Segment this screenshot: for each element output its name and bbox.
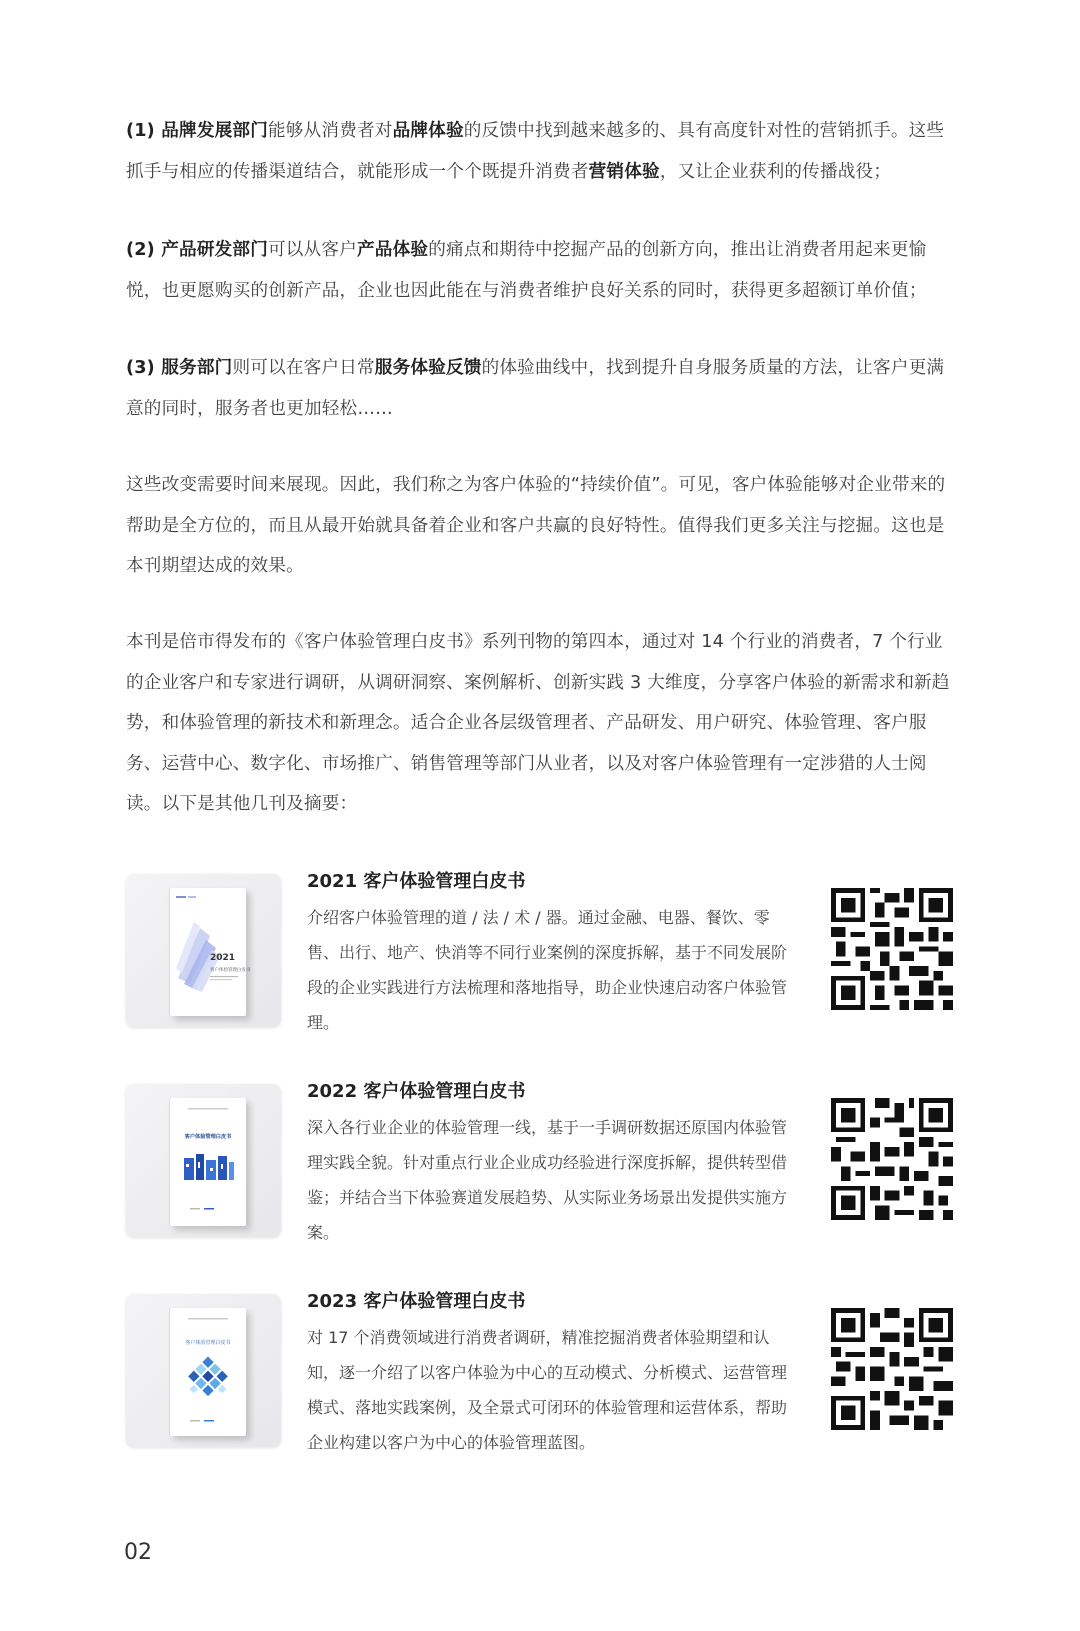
label-service-department: (3) 服务部门 bbox=[126, 358, 233, 378]
label-product-department: (2) 产品研发部门 bbox=[126, 240, 269, 260]
cover-title-2022: 客户体验管理白皮书 bbox=[184, 1134, 232, 1140]
book-title-2022: 2022 客户体验管理白皮书 bbox=[307, 1081, 526, 1102]
book-entry-2022 bbox=[126, 1080, 956, 1270]
cover-title-2021: 客户体验管理白皮书 bbox=[210, 968, 251, 973]
book-cover-2022 bbox=[126, 1084, 281, 1237]
label-brand-department: (1) 品牌发展部门 bbox=[126, 121, 269, 141]
cover-year-2021: 2021 bbox=[210, 953, 236, 963]
paragraph-brand-department: (1) 品牌发展部门能够从消费者对品牌体验的反馈中找到越来越多的、具有高度针对性的营销抓手。这些抓手与相应的传播渠道结合，就能形成一个个既提升消费者营销体验，又让企业获利的传播战役； bbox=[126, 121, 945, 182]
cover-art-2022 bbox=[170, 1098, 246, 1226]
qr-code-icon[interactable] bbox=[831, 1308, 953, 1430]
book-entry-2023 bbox=[126, 1290, 956, 1480]
paragraph-sustained-value: 这些改变需要时间来展现。因此，我们称之为客户体验的“持续价值”。可见，客户体验能够对企业带来的帮助是全方位的，而且从最开始就具备着企业和客户共赢的良好特性。值得我们更多关注与挖掘。这也是本刊期望达成的效果。 bbox=[126, 475, 946, 576]
book-cover-2021 bbox=[126, 874, 281, 1027]
cover-art-2021 bbox=[170, 888, 251, 1016]
page-number: 02 bbox=[124, 1540, 152, 1565]
book-title-2023: 2023 客户体验管理白皮书 bbox=[307, 1291, 526, 1312]
paragraph-publication-intro: 本刊是倍市得发布的《客户体验管理白皮书》系列刊物的第四本，通过对 14 个行业的消费者，7 个行业的企业客户和专家进行调研，从调研洞察、案例解析、创新实践 3 大维度，分享客户体验的新需求和新趋势，和体验管理的新技术和新理念。适合企业各层级管理者、产品研发、用户研究、体验管理、客户服务、运营中心、数字化、市场推广、销售管理等部门从业者，以及对客户体验管理有一定涉猎的人士阅读。以下是其他几刊及摘要： bbox=[126, 632, 950, 814]
cover-art-2023 bbox=[170, 1308, 246, 1436]
cover-title-2023: 客户体验管理白皮书 bbox=[185, 1340, 231, 1346]
book-cover-2023 bbox=[126, 1294, 281, 1447]
book-desc-2022: 深入各行业企业的体验管理一线，基于一手调研数据还原国内体验管理实践全貌。针对重点行业企业成功经验进行深度拆解，提供转型借鉴；并结合当下体验赛道发展趋势、从实际业务场景出发提供实施方案。 bbox=[307, 1118, 788, 1242]
book-desc-2021: 介绍客户体验管理的道 / 法 / 术 / 器。通过金融、电器、餐饮、零售、出行、地产、快消等不同行业案例的深度拆解，基于不同发展阶段的企业实践进行方法梳理和落地指导，助企业快速启动客户体验管理。 bbox=[307, 908, 788, 1032]
book-desc-2023: 对 17 个消费领域进行消费者调研，精准挖掘消费者体验期望和认知，逐一介绍了以客户体验为中心的互动模式、分析模式、运营管理模式、落地实践案例，及全景式可闭环的体验管理和运营体系，帮助企业构建以客户为中心的体验管理蓝图。 bbox=[307, 1328, 788, 1452]
paragraph-service-department: (3) 服务部门则可以在客户日常服务体验反馈的体验曲线中，找到提升自身服务质量的方法，让客户更满意的同时，服务者也更加轻松…… bbox=[126, 358, 945, 419]
book-entry-2021 bbox=[126, 870, 956, 1060]
paragraph-product-department: (2) 产品研发部门可以从客户产品体验的痛点和期待中挖掘产品的创新方向，推出让消费者用起来更愉悦，也更愿购买的创新产品，企业也因此能在与消费者维护良好关系的同时，获得更多超额订单价值； bbox=[126, 240, 927, 301]
qr-code-icon[interactable] bbox=[831, 1098, 953, 1220]
book-title-2021: 2021 客户体验管理白皮书 bbox=[307, 871, 526, 892]
qr-code-icon[interactable] bbox=[831, 888, 953, 1010]
